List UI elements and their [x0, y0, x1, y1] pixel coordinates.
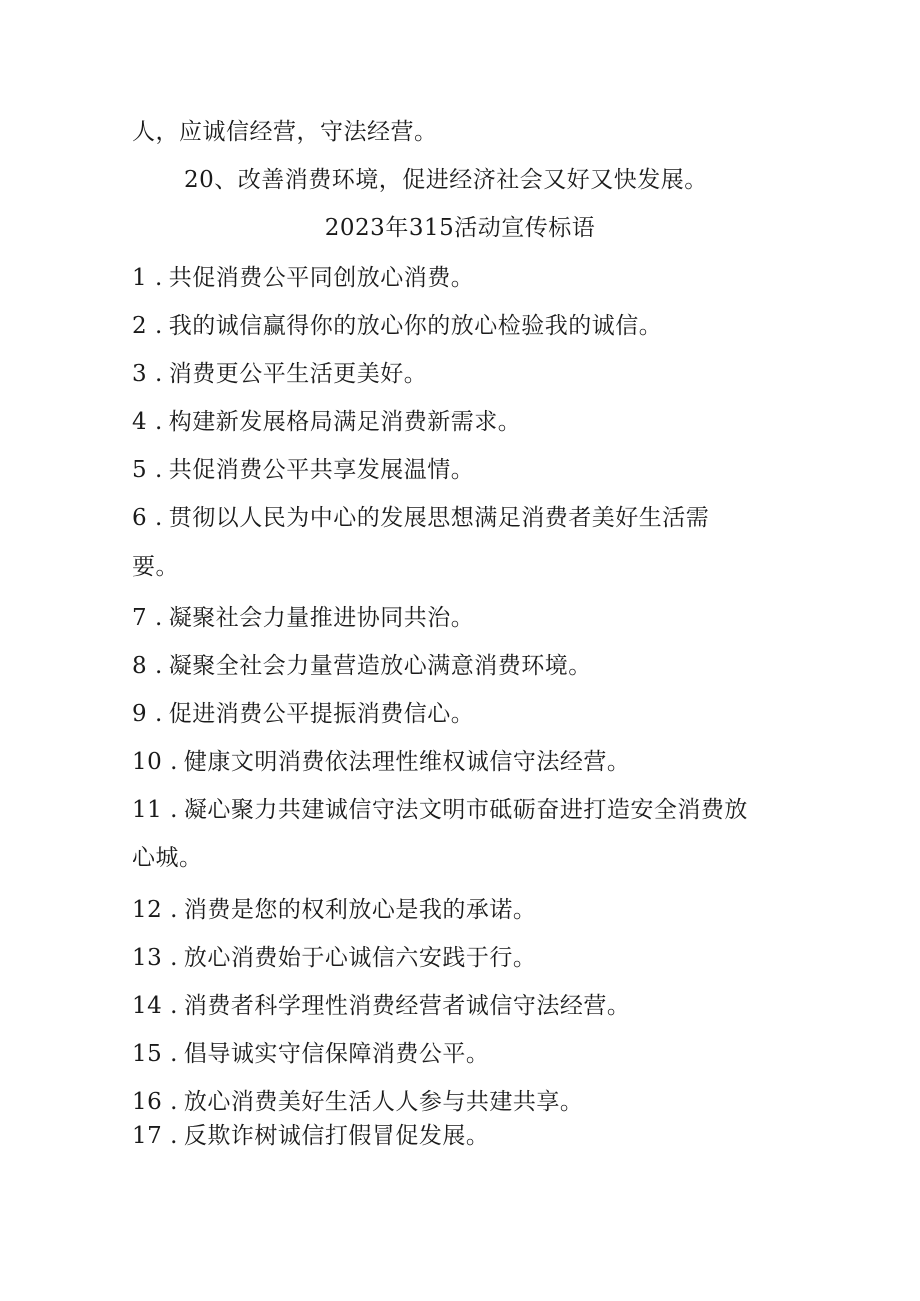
list-item-text: 促进消费公平提振消费信心。 — [168, 701, 475, 727]
list-item-number: 15 . — [132, 1041, 178, 1067]
item-20-line: 20、改善消费环境，促进经济社会又好又快发展。 — [184, 167, 708, 193]
list-item — [132, 359, 427, 389]
list-item — [132, 747, 630, 777]
list-item-text: 健康文明消费依法理性维权诚信守法经营。 — [183, 749, 631, 775]
list-item — [132, 1121, 489, 1151]
list-item — [132, 895, 536, 925]
list-item — [132, 943, 536, 973]
list-item — [132, 503, 709, 533]
list-item-text: 共促消费公平同创放心消费。 — [168, 265, 475, 291]
list-item-text: 消费是您的权利放心是我的承诺。 — [183, 897, 537, 923]
list-item-text: 放心消费美好生活人人参与共建共享。 — [183, 1089, 584, 1115]
section-title: 2023年315活动宣传标语 — [324, 215, 596, 241]
list-item-number: 11 . — [132, 797, 178, 823]
list-item-text: 贯彻以人民为中心的发展思想满足消费者美好生活需 — [168, 505, 710, 531]
list-item-text: 我的诚信赢得你的放心你的放心检验我的诚信。 — [168, 313, 663, 339]
list-item-number: 10 . — [132, 749, 178, 775]
list-item-text: 倡导诚实守信保障消费公平。 — [183, 1041, 490, 1067]
list-item-number: 13 . — [132, 945, 178, 971]
list-item — [132, 651, 592, 681]
list-item-number: 1 . — [132, 265, 163, 291]
list-item — [132, 699, 474, 729]
list-item-text: 消费者科学理性消费经营者诚信守法经营。 — [183, 993, 631, 1019]
list-item-number: 9 . — [132, 701, 163, 727]
list-item — [132, 455, 474, 485]
list-item-text: 共促消费公平共享发展温情。 — [168, 457, 475, 483]
list-item-number: 2 . — [132, 313, 163, 339]
continued-paragraph-line: 人，应诚信经营，守法经营。 — [132, 119, 438, 145]
list-item-number: 4 . — [132, 409, 163, 435]
list-item-text: 凝心聚力共建诚信守法文明市砥砺奋进打造安全消费放 — [183, 797, 748, 823]
list-item — [132, 263, 474, 293]
list-item-number: 17 . — [132, 1123, 178, 1149]
list-item-number: 7 . — [132, 605, 163, 631]
list-item-continuation: 要。 — [132, 554, 179, 580]
list-item-text: 凝聚社会力量推进协同共治。 — [168, 605, 475, 631]
list-item-text: 构建新发展格局满足消费新需求。 — [168, 409, 522, 435]
list-item-number: 14 . — [132, 993, 178, 1019]
list-item — [132, 311, 662, 341]
list-item-text: 反欺诈树诚信打假冒促发展。 — [183, 1123, 490, 1149]
list-item-number: 16 . — [132, 1089, 178, 1115]
list-item-text: 放心消费始于心诚信六安践于行。 — [183, 945, 537, 971]
list-item — [132, 603, 474, 633]
list-item-text: 凝聚全社会力量营造放心满意消费环境。 — [168, 653, 592, 679]
list-item-number: 6 . — [132, 505, 163, 531]
list-item — [132, 1039, 489, 1069]
list-item — [132, 795, 748, 825]
list-item-number: 8 . — [132, 653, 163, 679]
list-item — [132, 407, 521, 437]
list-item-number: 3 . — [132, 361, 163, 387]
list-item-number: 5 . — [132, 457, 163, 483]
list-item-number: 12 . — [132, 897, 178, 923]
list-item-text: 消费更公平生活更美好。 — [168, 361, 428, 387]
list-item-continuation: 心城。 — [132, 845, 203, 871]
list-item — [132, 1087, 583, 1117]
list-item — [132, 991, 630, 1021]
